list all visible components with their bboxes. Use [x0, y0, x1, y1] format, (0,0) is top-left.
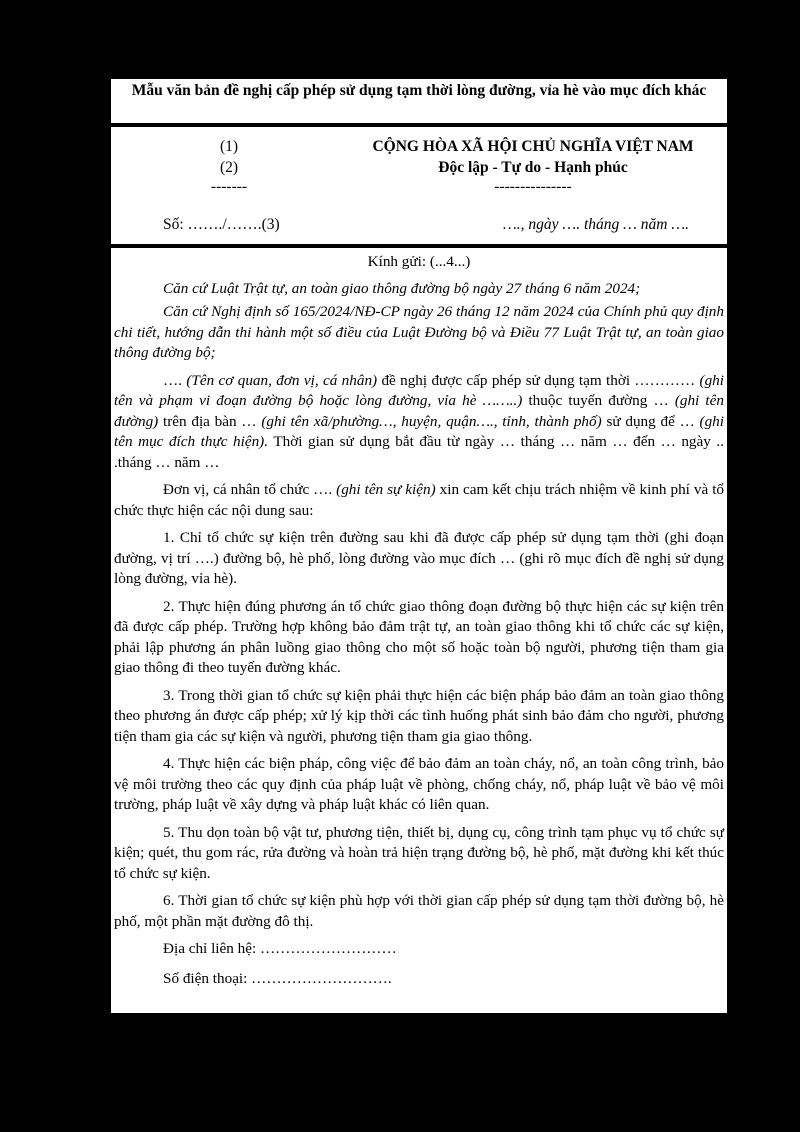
- legal-basis-1: Căn cứ Luật Trật tự, an toàn giao thông đường bộ ngày 27 tháng 6 năm 2024;: [163, 279, 641, 297]
- issuer-line-2: (2): [219, 159, 239, 176]
- header-box: [111, 127, 727, 244]
- request-text: trên địa bàn …: [158, 412, 262, 430]
- commitment-text: Đơn vị, cá nhân tổ chức ….: [163, 481, 337, 498]
- commitment-item-6: 6. Thời gian tổ chức sự kiện phù hợp với thời gian cấp phép sử dụng tạm thời đường bộ, hè phố, một phần mặt đường đô thị.: [114, 892, 724, 930]
- commitment-text: xin cam kết chịu trách nhiệm về kinh phí và tổ chức thực hiện các nội dung sau:: [114, 481, 725, 519]
- legal-basis-2: Căn cứ Nghị định số 165/2024/NĐ-CP ngày 26 tháng 12 năm 2024 của Chính phủ quy định chi tiết, hướng dẫn thi hành một số điều của Luật Đường bộ và Điều 77 Luật Trật tự, an toàn giao thông đường bộ;: [114, 303, 724, 361]
- recipient-line: Kính gửi: (...4...): [367, 253, 471, 270]
- national-title: CỘNG HÒA XÃ HỘI CHỦ NGHĨA VIỆT NAM: [372, 138, 694, 155]
- commitment-note: (ghi tên sự kiện): [336, 481, 436, 498]
- request-note: (Tên cơ quan, đơn vị, cá nhân): [186, 371, 378, 389]
- issuer-divider: -------: [210, 178, 248, 195]
- request-note: (ghi tên xã/phường…, huyện, quận…., tỉnh, thành phố): [261, 412, 602, 430]
- request-paragraph: [114, 371, 724, 474]
- request-text: đề nghị được cấp phép sử dụng tạm thời …………: [377, 371, 700, 389]
- body-box: [111, 248, 727, 1013]
- document-body: [111, 252, 727, 989]
- motto-divider: ---------------: [494, 178, 572, 195]
- commitment-paragraph: [114, 480, 724, 521]
- request-note: (ghi tên đường): [114, 392, 724, 430]
- commitment-item-5: 5. Thu dọn toàn bộ vật tư, phương tiện, thiết bị, dụng cụ, công trình tạm phục vụ tổ chức sự kiện; quét, thu gom rác, rửa đường và hoàn trả hiện trạng đường bộ, hè phố, mặt đường khi kết thúc tổ chức sự kiện.: [114, 823, 724, 882]
- request-text: sử dụng để …: [601, 412, 700, 430]
- issuer-line-1: (1): [219, 138, 239, 155]
- title-box: [111, 79, 727, 123]
- contact-address: Địa chỉ liên hệ: ………………………: [163, 940, 397, 957]
- request-note: (ghi tên và phạm vi đoạn đường bộ hoặc lòng đường, vỉa hè ……..): [114, 371, 724, 409]
- request-text: Thời gian sử dụng bắt đầu từ ngày … tháng … năm … đến … ngày .. .tháng … năm …: [114, 433, 724, 471]
- document-date: …., ngày …. tháng … năm ….: [503, 216, 690, 233]
- request-note: (ghi tên mục đích thực hiện).: [114, 412, 724, 450]
- national-motto: Độc lập - Tự do - Hạnh phúc: [438, 159, 628, 176]
- contact-phone: Số điện thoại: ……………………….: [163, 969, 392, 987]
- commitment-item-1: 1. Chỉ tổ chức sự kiện trên đường sau khi đã được cấp phép sử dụng tạm thời (ghi đoạn đường, vị trí ….) đường bộ, hè phố, lòng đường vào mục đích … (ghi rõ mục đích đề nghị sử dụng lòng đường, vỉa hè).: [114, 529, 724, 587]
- commitment-item-3: 3. Trong thời gian tổ chức sự kiện phải thực hiện các biện pháp bảo đảm an toàn giao thông theo phương án được cấp phép; xử lý kịp thời các tình huống phát sinh bảo đảm cho người, phương tiện tham gia các sự kiện và người, phương tiện tham gia giao thông.: [114, 686, 724, 745]
- document-title: Mẫu văn bản đề nghị cấp phép sử dụng tạm thời lòng đường, vỉa hè vào mục đích khác: [131, 82, 707, 99]
- commitment-item-2: 2. Thực hiện đúng phương án tổ chức giao thông đoạn đường bộ thực hiện các sự kiện trên đã được cấp phép. Trường hợp không bảo đảm trật tự, an toàn giao thông khi tổ chức các sự kiện, phải lập phương án phân luồng giao thông cho một số hoặc toàn bộ người, phương tiện tham gia giao thông đi theo tuyến đường khác.: [114, 597, 724, 676]
- request-text: ….: [163, 371, 187, 389]
- document-number: Số: ……./…….(3): [163, 216, 280, 233]
- commitment-item-4: 4. Thực hiện các biện pháp, công việc để bảo đảm an toàn cháy, nổ, an toàn công trình, bảo vệ môi trường theo các quy định của pháp luật về phòng, chống cháy, nổ, pháp luật về bảo vệ môi trường, pháp luật về xây dựng và pháp luật khác có liên quan.: [114, 755, 724, 813]
- request-text: thuộc tuyến đường …: [522, 392, 675, 409]
